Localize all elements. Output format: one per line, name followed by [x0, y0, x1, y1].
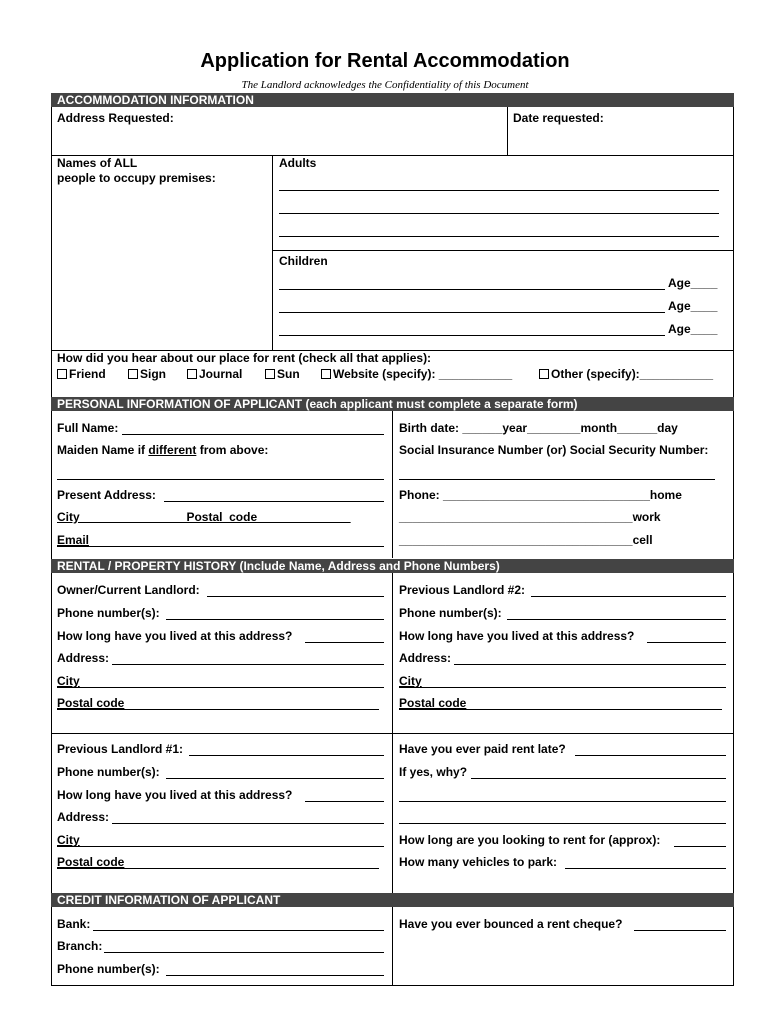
work-phone-field[interactable]: ___________________________________work: [399, 510, 661, 524]
accommodation-section-header: ACCOMMODATION INFORMATION: [51, 93, 734, 107]
bounced-cheque-field[interactable]: [634, 930, 726, 931]
option-friend[interactable]: Friend: [57, 367, 106, 381]
prev1-address-label: Address:: [57, 810, 110, 824]
prev2-address-field[interactable]: [454, 664, 726, 665]
email-label: Email: [57, 533, 90, 547]
option-sign[interactable]: Sign: [128, 367, 166, 381]
home-phone-field[interactable]: Phone: _______________________________home: [399, 488, 682, 502]
divider: [392, 907, 393, 985]
child-name-field-1[interactable]: [279, 289, 665, 290]
owner-city-label: City: [57, 674, 80, 688]
vehicles-label: How many vehicles to park:: [399, 855, 558, 869]
credit-phone-label: Phone number(s):: [57, 962, 160, 976]
prev1-postal-label: Postal code: [57, 855, 125, 869]
prev2-phone-label: Phone number(s):: [399, 606, 502, 620]
prev2-how-long-field[interactable]: [647, 642, 726, 643]
prev1-city-label: City: [57, 833, 80, 847]
child-name-field-3[interactable]: [279, 335, 665, 336]
if-yes-why-field-1[interactable]: [471, 778, 726, 779]
checkbox-icon[interactable]: [265, 369, 275, 379]
owner-landlord-field[interactable]: [207, 596, 384, 597]
birth-date-field[interactable]: Birth date: ______year________month______day: [399, 421, 678, 435]
maiden-name-label: Maiden Name if different from above:: [57, 443, 269, 457]
divider: [392, 411, 393, 558]
prev-landlord-2-field[interactable]: [531, 596, 726, 597]
child-age-field-2[interactable]: Age____: [668, 299, 718, 313]
sin-label: Social Insurance Number (or) Social Security Number:: [399, 443, 709, 457]
adult-name-field-2[interactable]: [279, 213, 719, 214]
owner-address-field[interactable]: [112, 664, 384, 665]
vehicles-field[interactable]: [565, 868, 726, 869]
names-label-line2: people to occupy premises:: [57, 171, 216, 185]
divider: [51, 733, 734, 734]
prev2-postal-label: Postal code: [399, 696, 467, 710]
rental-section-header: RENTAL / PROPERTY HISTORY (Include Name, Address and Phone Numbers): [51, 559, 734, 573]
credit-phone-field[interactable]: [166, 975, 384, 976]
prev2-city-field[interactable]: [399, 687, 726, 688]
prev-landlord-1-label: Previous Landlord #1:: [57, 742, 184, 756]
divider: [272, 250, 734, 251]
owner-how-long-field[interactable]: [305, 642, 384, 643]
option-website[interactable]: Website (specify): ___________: [321, 367, 512, 381]
email-field[interactable]: [57, 546, 384, 547]
bank-label: Bank:: [57, 917, 91, 931]
child-age-field-1[interactable]: Age____: [668, 276, 718, 290]
owner-phone-field[interactable]: [166, 619, 384, 620]
present-address-field[interactable]: [164, 501, 384, 502]
checkbox-icon[interactable]: [128, 369, 138, 379]
branch-field[interactable]: [104, 952, 384, 953]
form-subtitle: The Landlord acknowledges the Confidentiality of this Document: [241, 79, 529, 91]
owner-address-label: Address:: [57, 651, 110, 665]
children-label: Children: [279, 254, 328, 268]
prev1-city-field[interactable]: [57, 846, 384, 847]
checkbox-icon[interactable]: [539, 369, 549, 379]
rent-duration-field[interactable]: [674, 846, 726, 847]
child-name-field-2[interactable]: [279, 312, 665, 313]
cell-phone-field[interactable]: ___________________________________cell: [399, 533, 653, 547]
owner-postal-field[interactable]: [57, 709, 379, 710]
if-yes-why-label: If yes, why?: [399, 765, 468, 779]
personal-section-header: PERSONAL INFORMATION OF APPLICANT (each applicant must complete a separate form): [51, 397, 734, 411]
date-requested-label: Date requested:: [513, 111, 604, 125]
option-sun[interactable]: Sun: [265, 367, 300, 381]
prev2-postal-field[interactable]: [399, 709, 722, 710]
owner-how-long-label: How long have you lived at this address?: [57, 629, 293, 643]
prev1-address-field[interactable]: [112, 823, 384, 824]
checkbox-icon[interactable]: [321, 369, 331, 379]
prev1-how-long-label: How long have you lived at this address?: [57, 788, 293, 802]
prev2-how-long-label: How long have you lived at this address?: [399, 629, 635, 643]
address-requested-label: Address Requested:: [57, 111, 174, 125]
paid-late-field[interactable]: [575, 755, 726, 756]
prev-landlord-1-field[interactable]: [189, 755, 384, 756]
adult-name-field-1[interactable]: [279, 190, 719, 191]
divider: [272, 155, 273, 350]
form-title: Application for Rental Accommodation: [200, 50, 570, 72]
sin-field[interactable]: [399, 479, 715, 480]
owner-landlord-label: Owner/Current Landlord:: [57, 583, 200, 597]
hear-about-question: How did you hear about our place for rent (check all that applies):: [57, 351, 432, 365]
adults-label: Adults: [279, 156, 317, 170]
option-other[interactable]: Other (specify):___________: [539, 367, 713, 381]
full-name-field[interactable]: [122, 434, 384, 435]
full-name-label: Full Name:: [57, 421, 119, 435]
owner-phone-label: Phone number(s):: [57, 606, 160, 620]
adult-name-field-3[interactable]: [279, 236, 719, 237]
divider: [507, 107, 508, 155]
child-age-field-3[interactable]: Age____: [668, 322, 718, 336]
prev2-address-label: Address:: [399, 651, 452, 665]
maiden-name-field[interactable]: [57, 479, 384, 480]
checkbox-icon[interactable]: [57, 369, 67, 379]
option-journal[interactable]: Journal: [187, 367, 242, 381]
prev2-city-label: City: [399, 674, 422, 688]
prev1-postal-field[interactable]: [57, 868, 379, 869]
paid-late-label: Have you ever paid rent late?: [399, 742, 566, 756]
bank-field[interactable]: [93, 930, 384, 931]
if-yes-why-field-3[interactable]: [399, 823, 726, 824]
prev1-phone-field[interactable]: [166, 778, 384, 779]
rent-duration-label: How long are you looking to rent for (approx):: [399, 833, 661, 847]
prev1-phone-label: Phone number(s):: [57, 765, 160, 779]
if-yes-why-field-2[interactable]: [399, 801, 726, 802]
owner-city-field[interactable]: [57, 687, 384, 688]
prev1-how-long-field[interactable]: [305, 801, 384, 802]
checkbox-icon[interactable]: [187, 369, 197, 379]
divider: [51, 155, 734, 156]
present-address-label: Present Address:: [57, 488, 156, 502]
prev-landlord-2-label: Previous Landlord #2:: [399, 583, 526, 597]
branch-label: Branch:: [57, 939, 103, 953]
owner-postal-label: Postal code: [57, 696, 125, 710]
prev2-phone-field[interactable]: [507, 619, 726, 620]
bounced-cheque-label: Have you ever bounced a rent cheque?: [399, 917, 623, 931]
city-postal-field[interactable]: City________________Postal_code______________: [57, 510, 351, 524]
names-label-line1: Names of ALL: [57, 156, 138, 170]
credit-section-header: CREDIT INFORMATION OF APPLICANT: [51, 893, 734, 907]
